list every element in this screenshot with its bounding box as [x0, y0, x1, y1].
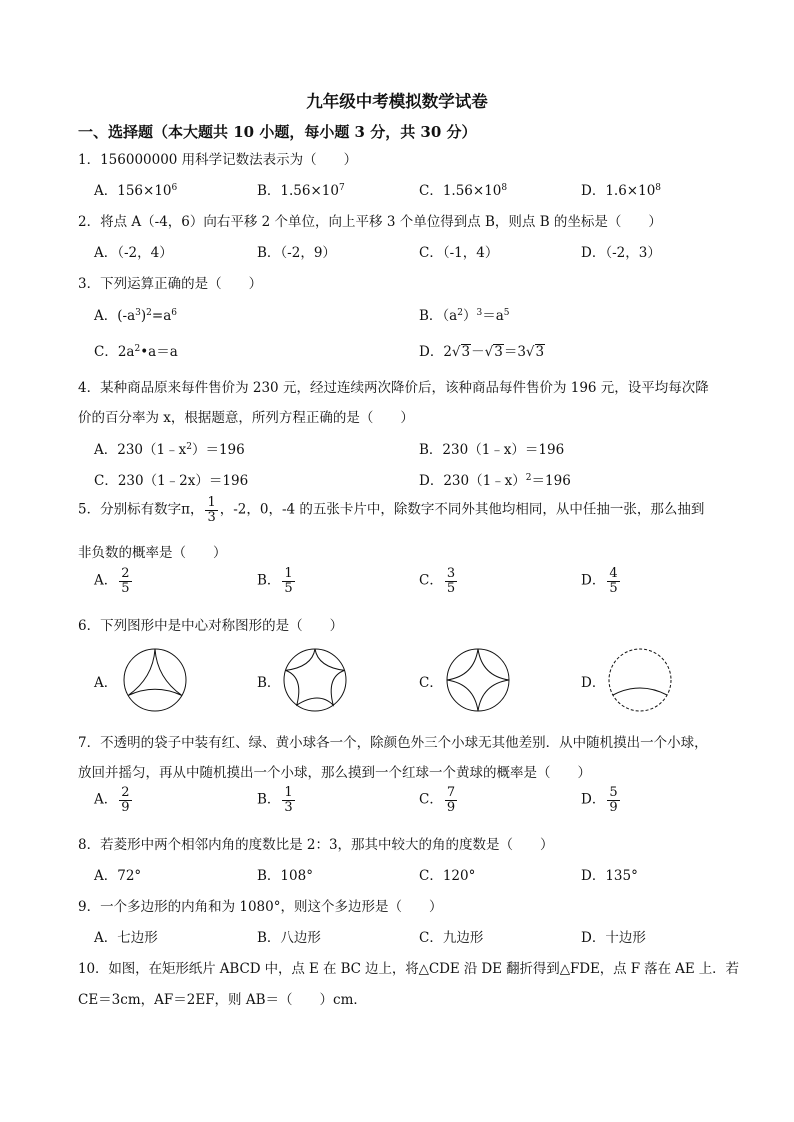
question-10-stem-line2: CE＝3cm，AF＝2EF，则 AB＝（ ）cm．: [78, 992, 367, 1008]
question-7-stem-line1: 7．不透明的袋子中装有红、绿、黄小球各一个，除颜色外三个小球无其他差别．从中随机摸出一个小球，: [78, 735, 708, 751]
fraction-one-third: $\frac{1}{3}$: [207, 495, 216, 525]
question-7-option-a[interactable]: A． $\frac{2}{9}$: [94, 785, 130, 815]
question-7-option-c[interactable]: C． $\frac{7}{9}$: [419, 785, 456, 815]
question-8-option-b[interactable]: B．108°: [257, 868, 313, 884]
figure-option-d-dashed-circle: [607, 647, 673, 713]
question-2-option-a[interactable]: A．（-2，4）: [94, 245, 173, 261]
question-3-option-a[interactable]: A．$(-a^3)^2=a^6$: [94, 308, 177, 324]
question-9-option-b[interactable]: B．八边形: [257, 930, 321, 946]
question-4-stem-line1: 4．某种商品原来每件售价为 230 元，经过连续两次降价后，该种商品每件售价为 196 元，设平均每次降: [78, 380, 709, 396]
question-8-stem: 8．若菱形中两个相邻内角的度数比是 2：3，那其中较大的角的度数是（ ）: [78, 837, 554, 853]
question-6-option-d[interactable]: D．: [581, 675, 606, 691]
question-1-option-a[interactable]: A．$156\times 10^6$: [94, 183, 178, 199]
question-9-option-c[interactable]: C．九边形: [419, 930, 484, 946]
question-4-option-a[interactable]: A．$230(1﹣x^2)=196$: [94, 442, 245, 458]
question-9-stem: 9．一个多边形的内角和为 1080°，则这个多边形是（ ）: [78, 899, 443, 915]
question-1-option-b[interactable]: B．$1.56\times 10^7$: [257, 183, 345, 199]
question-5-option-a[interactable]: A． $\frac{2}{5}$: [94, 566, 130, 596]
question-5-option-b[interactable]: B． $\frac{1}{5}$: [257, 566, 293, 596]
question-2-option-b[interactable]: B．（-2，9）: [257, 245, 336, 261]
question-4-option-c[interactable]: C．230（1﹣2x）＝196: [94, 473, 249, 489]
question-5-stem-line2: 非负数的概率是（ ）: [78, 545, 227, 561]
page-title: 九年级中考模拟数学试卷: [306, 92, 488, 111]
question-3-option-c[interactable]: C．$2a^2•a=a$: [94, 344, 178, 360]
figure-option-b-five-arc-circle: [282, 647, 348, 713]
question-5-stem-line1: 5．分别标有数字π， $\frac{1}{3}$ ，-2，0，-4 的五张卡片中，除数字不同外其他均相同，从中任抽一张，那么抽到: [78, 495, 705, 525]
figure-option-c-four-arc-circle: [445, 647, 511, 713]
question-2-option-d[interactable]: D．（-2，3）: [581, 245, 661, 261]
question-4-option-b[interactable]: B．230（1﹣x）＝196: [419, 442, 565, 458]
question-9-option-d[interactable]: D．十边形: [581, 930, 646, 946]
question-8-option-d[interactable]: D．135°: [581, 868, 638, 884]
question-1-stem: 1．156000000 用科学记数法表示为（ ）: [78, 152, 358, 168]
question-6-option-a[interactable]: A．: [94, 675, 118, 691]
question-3-option-b[interactable]: B．$(a^2)^3=a^5$: [419, 308, 510, 324]
question-9-option-a[interactable]: A．七边形: [94, 930, 158, 946]
question-7-option-b[interactable]: B． $\frac{1}{3}$: [257, 785, 293, 815]
question-10-stem-line1: 10．如图，在矩形纸片 ABCD 中，点 E 在 BC 边上，将△CDE 沿 DE 翻折得到△FDE，点 F 落在 AE 上．若: [78, 961, 739, 977]
question-6-option-b[interactable]: B．: [257, 675, 281, 691]
question-5-option-d[interactable]: D． $\frac{4}{5}$: [581, 566, 618, 596]
question-8-option-a[interactable]: A．72°: [94, 868, 142, 884]
question-7-stem-line2: 放回并摇匀，再从中随机摸出一个小球，那么摸到一个红球一个黄球的概率是（ ）: [78, 765, 591, 781]
question-6-option-c[interactable]: C．: [419, 675, 443, 691]
question-2-option-c[interactable]: C．（-1，4）: [419, 245, 499, 261]
section-heading: 一、选择题（本大题共 10 小题，每小题 3 分，共 30 分）: [78, 123, 477, 141]
question-2-stem: 2．将点 A（-4，6）向右平移 2 个单位，向上平移 3 个单位得到点 B，则点 B 的坐标是（ ）: [78, 214, 662, 230]
question-3-stem: 3．下列运算正确的是（ ）: [78, 276, 263, 292]
question-1-option-d[interactable]: D．$1.6\times 10^8$: [581, 183, 662, 199]
question-3-option-d[interactable]: D．2√3－√3＝3√3: [419, 344, 545, 360]
question-4-option-d[interactable]: D．230（1﹣x）$^2$＝196: [419, 473, 571, 489]
question-1-option-c[interactable]: C．$1.56\times 10^8$: [419, 183, 508, 199]
question-6-stem: 6．下列图形中是中心对称图形的是（ ）: [78, 618, 344, 634]
question-5-option-c[interactable]: C． $\frac{3}{5}$: [419, 566, 456, 596]
question-4-stem-line2: 价的百分率为 x，根据题意，所列方程正确的是（ ）: [78, 410, 414, 426]
question-8-option-c[interactable]: C．120°: [419, 868, 476, 884]
figure-option-a-three-arc-circle: [122, 647, 188, 713]
question-7-option-d[interactable]: D． $\frac{5}{9}$: [581, 785, 618, 815]
